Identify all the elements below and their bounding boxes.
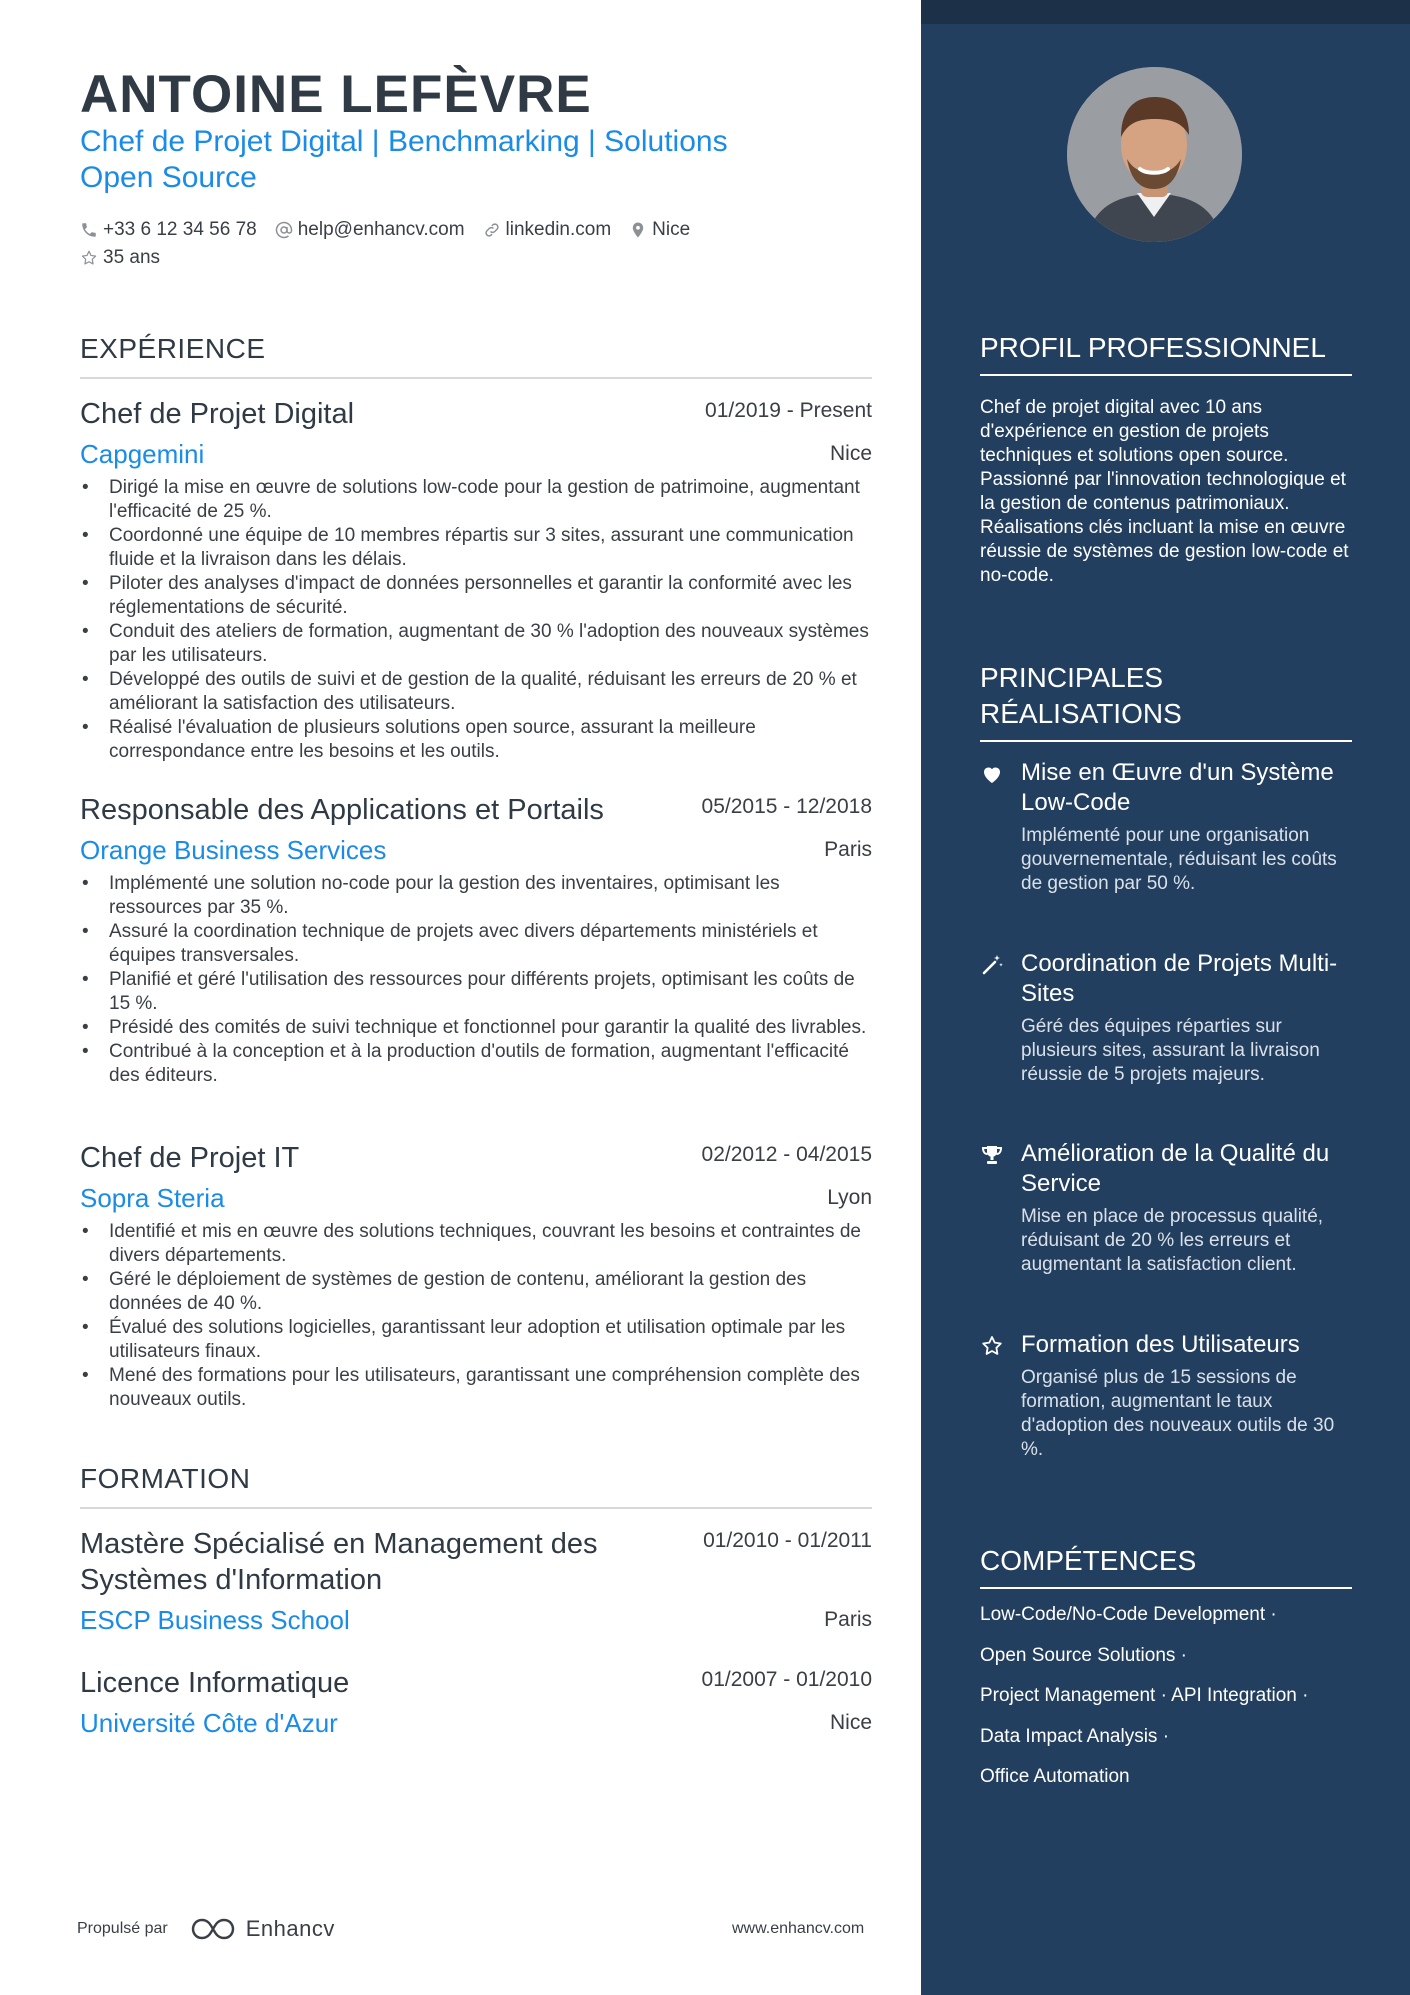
achievement-title: Formation des Utilisateurs [1021,1331,1300,1358]
job-entry [80,396,872,764]
education-entry [80,1526,872,1636]
sidebar [921,0,1410,1995]
job-bullets [80,476,872,764]
school-location: Nice [829,1711,872,1734]
contact-linkedin[interactable]: linkedin.com [483,219,612,241]
job-title: Responsable des Applications et Portails [80,794,604,826]
job-bullet: • Piloter des analyses d'impact de données personnelles et garantir la conformité avec les réglementations de sécurité. [80,572,872,620]
achievement-item [980,1330,1352,1462]
education-entry [80,1665,872,1739]
profile-photo-icon [1067,67,1242,242]
profile-summary: Chef de projet digital avec 10 ans d'expérience en gestion de projets techniques et solutions open source. Passionné par l'innovation technologique et la gestion de contenus patrimoniaux. Réalisations clés incluant la mise en œuvre réussie de systèmes de gestion low-code et no-code. [980,397,1349,586]
job-title: Chef de Projet Digital [80,398,355,430]
job-bullets [80,1220,872,1412]
job-bullet: • Évalué des solutions logicielles, garantissant leur adoption et utilisation optimale par les utilisateurs finaux. [80,1316,872,1364]
school-name: ESCP Business School [80,1605,350,1635]
heart-icon [980,762,1004,786]
phone-icon [80,221,98,239]
job-dates: 02/2012 - 04/2015 [701,1143,872,1166]
education-dates: 01/2010 - 01/2011 [703,1529,872,1552]
job-bullets [80,872,872,1088]
degree-title: Mastère Spécialisé en Management des Systèmes d'Information [80,1528,598,1596]
job-title: Chef de Projet IT [80,1142,300,1174]
job-location: Paris [824,838,872,861]
job-bullet: • Présidé des comités de suivi technique et fonctionnel pour garantir la qualité des livrables. [80,1016,872,1040]
achievement-title: Amélioration de la Qualité du Service [1021,1140,1330,1197]
achievement-item [980,758,1352,896]
achievement-title: Mise en Œuvre d'un Système Low-Code [1021,759,1334,816]
contact-location: Nice [629,219,690,241]
achievement-item [980,1139,1352,1277]
job-bullet: • Planifié et géré l'utilisation des ressources pour différents projets, optimisant les coûts de 15 %. [80,968,872,1016]
footer-branding [77,1916,335,1942]
education-section-title: FORMATION [80,1463,872,1509]
skill-item: Data Impact Analysis · [980,1725,1170,1747]
skills-list [980,1604,1352,1807]
achievement-item [980,949,1352,1087]
at-icon [275,221,293,239]
job-company: Capgemini [80,439,205,469]
job-bullet: • Implémenté une solution no-code pour la gestion des inventaires, optimisant les ressources par 35 %. [80,872,872,920]
trophy-icon [980,1143,1004,1167]
job-dates: 05/2015 - 12/2018 [701,795,872,818]
enhancv-logo-icon [190,1916,236,1942]
job-location: Lyon [827,1186,872,1209]
job-bullet: • Contribué à la conception et à la production d'outils de formation, augmentant l'efficacité des éditeurs. [80,1040,872,1088]
skill-item: Open Source Solutions · [980,1644,1188,1666]
job-bullet: • Géré le déploiement de systèmes de gestion de contenu, améliorant la gestion des données de 40 %. [80,1268,872,1316]
footer-website[interactable]: www.enhancv.com [732,1920,865,1937]
achievement-description: Implémenté pour une organisation gouvernementale, réduisant les coûts de gestion par 50 %. [1021,825,1337,894]
job-entry [80,1140,872,1412]
contact-email[interactable]: help@enhancv.com [275,219,465,241]
sidebar-top-bar [921,0,1410,24]
achievement-description: Géré des équipes réparties sur plusieurs sites, assurant la livraison réussie de 5 projets majeurs. [1021,1016,1320,1085]
job-company: Sopra Steria [80,1183,225,1213]
candidate-name: ANTOINE LEFÈVRE [80,65,592,124]
link-icon [483,221,501,239]
location-pin-icon [629,221,647,239]
job-dates: 01/2019 - Present [705,399,872,422]
experience-section-title: EXPÉRIENCE [80,333,872,379]
skill-item: Office Automation [980,1766,1130,1787]
star-icon [980,1334,1004,1358]
avatar [1067,67,1242,242]
achievement-title: Coordination de Projets Multi-Sites [1021,950,1338,1007]
job-bullet: • Dirigé la mise en œuvre de solutions low-code pour la gestion de patrimoine, augmentant l'efficacité de 25 %. [80,476,872,524]
star-outline-icon [80,249,98,267]
main-column [80,0,872,1995]
job-bullet: • Identifié et mis en œuvre des solutions techniques, couvrant les besoins et contraintes de divers départements. [80,1220,872,1268]
job-bullet: • Développé des outils de suivi et de gestion de la qualité, réduisant les erreurs de 20 % et améliorant la satisfaction des utilisateurs. [80,668,872,716]
enhancv-logo[interactable]: Enhancv [190,1916,335,1942]
job-entry [80,792,872,1088]
profile-section-title: PROFIL PROFESSIONNEL [980,330,1352,376]
skill-item: Low-Code/No-Code Development · [980,1604,1277,1625]
job-bullet: • Conduit des ateliers de formation, augmentant de 30 % l'adoption des nouveaux systèmes par les utilisateurs. [80,620,872,668]
magic-wand-icon [980,953,1004,977]
contact-info [80,216,800,272]
job-location: Nice [829,442,872,465]
school-location: Paris [824,1608,872,1631]
job-bullet: • Assuré la coordination technique de projets avec divers départements ministériels et équipes transversales. [80,920,872,968]
contact-phone[interactable]: +33 6 12 34 56 78 [80,219,257,241]
school-name: Université Côte d'Azur [80,1708,338,1738]
achievements-section-title: PRINCIPALES RÉALISATIONS [980,660,1352,742]
job-bullet: • Coordonné une équipe de 10 membres répartis sur 3 sites, assurant une communication fluide et la livraison dans les délais. [80,524,872,572]
headline: Chef de Projet Digital | Benchmarking | Solutions Open Source [80,125,728,194]
skills-section-title: COMPÉTENCES [980,1543,1352,1589]
education-dates: 01/2007 - 01/2010 [701,1668,872,1691]
job-bullet: • Mené des formations pour les utilisateurs, garantissant une compréhension complète des nouveaux outils. [80,1364,872,1412]
job-company: Orange Business Services [80,835,387,865]
skill-item: Project Management · API Integration · [980,1685,1309,1706]
powered-by-label: Propulsé par [77,1920,168,1937]
job-bullet: • Réalisé l'évaluation de plusieurs solutions open source, assurant la meilleure correspondance entre les besoins et les outils. [80,716,872,764]
contact-age: 35 ans [80,247,160,269]
achievement-description: Organisé plus de 15 sessions de formation, augmentant le taux d'adoption des nouveaux outils de 30 %. [1021,1367,1335,1460]
degree-title: Licence Informatique [80,1667,350,1699]
achievement-description: Mise en place de processus qualité, réduisant de 20 % les erreurs et augmentant la satisfaction client. [1021,1206,1324,1275]
